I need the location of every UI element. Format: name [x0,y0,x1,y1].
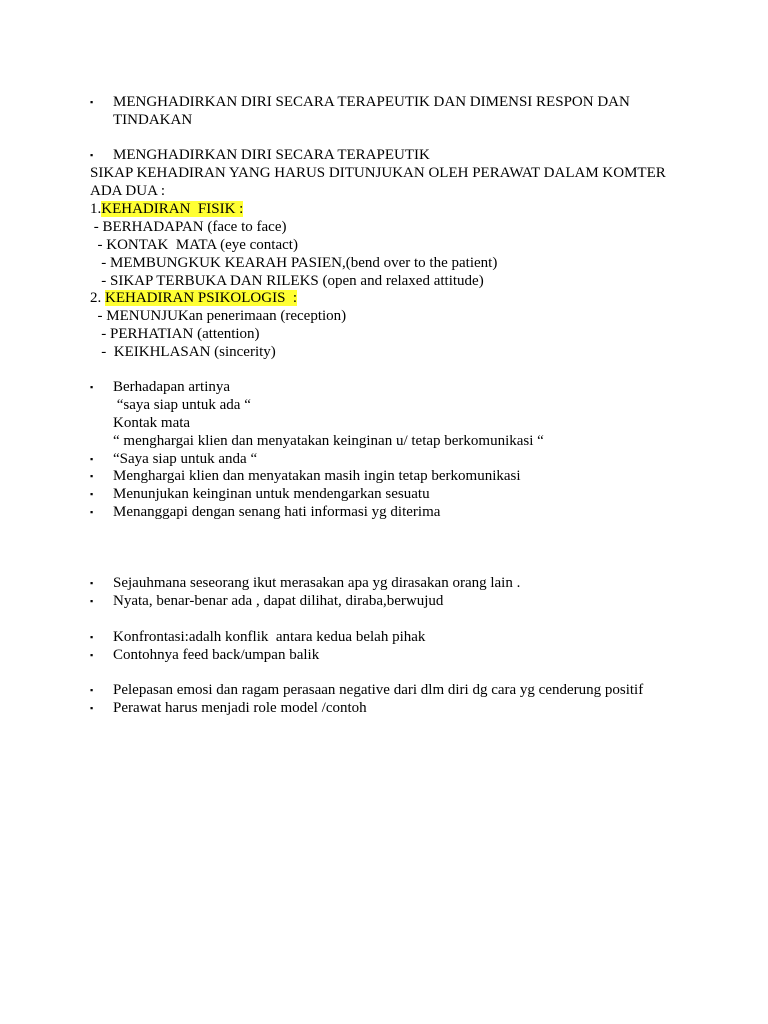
bullet-icon [90,503,98,521]
bullet-icon [90,628,98,646]
bullet-icon [90,574,98,592]
bullet-icon [90,378,98,396]
highlighted-heading: KEHADIRAN PSIKOLOGIS : [105,290,298,306]
bullet-text: MENGHADIRKAN DIRI SECARA TERAPEUTIK [113,147,430,163]
bullet-text: Menunjukan keinginan untuk mendengarkan sesuatu [113,486,430,502]
bullet-icon [90,485,98,503]
highlighted-heading: KEHADIRAN FISIK : [101,201,244,217]
intro-text: SIKAP KEHADIRAN YANG HARUS DITUNJUKAN OLEH PERAWAT DALAM KOMTER [90,165,666,181]
list-item: - SIKAP TERBUKA DAN RILEKS (open and relaxed attitude) [90,273,484,289]
bullet-icon [90,93,98,111]
bullet-icon [90,146,98,164]
bullet-text-continued: TINDAKAN [113,112,193,128]
bullet-text: Sejauhmana seseorang ikut merasakan apa yg dirasakan orang lain . [113,575,521,591]
bullet-icon [90,592,98,610]
heading-psikologis [90,289,297,307]
bullet-subtext: Kontak mata [113,415,191,431]
heading-fisik [90,200,243,218]
bullet-text: Menanggapi dengan senang hati informasi yg diterima [113,504,441,520]
bullet-subtext: “saya siap untuk ada “ [113,397,251,413]
list-item: - PERHATIAN (attention) [90,326,260,342]
bullet-text: Berhadapan artinya [113,379,231,395]
bullet-subtext: “ menghargai klien dan menyatakan keinginan u/ tetap berkomunikasi “ [113,433,544,449]
list-item: - KONTAK MATA (eye contact) [90,237,298,253]
heading-number: 2. [90,290,105,306]
bullet-icon [90,450,98,468]
heading-number: 1. [90,201,102,217]
list-item: - MEMBUNGKUK KEARAH PASIEN,(bend over to the patient) [90,255,498,271]
bullet-text: Pelepasan emosi dan ragam perasaan negative dari dlm diri dg cara yg cenderung positif [113,682,644,698]
bullet-icon [90,681,98,699]
intro-text-continued: ADA DUA : [90,183,166,199]
bullet-text: Nyata, benar-benar ada , dapat dilihat, diraba,berwujud [113,593,444,609]
bullet-icon [90,467,98,485]
bullet-icon [90,646,98,664]
bullet-text: Konfrontasi:adalh konflik antara kedua belah pihak [113,629,426,645]
list-item: - BERHADAPAN (face to face) [90,219,287,235]
bullet-text: “Saya siap untuk anda “ [113,451,258,467]
bullet-icon [90,699,98,717]
list-item: - KEIKHLASAN (sincerity) [90,344,276,360]
bullet-text: Menghargai klien dan menyatakan masih ingin tetap berkomunikasi [113,468,521,484]
bullet-text: MENGHADIRKAN DIRI SECARA TERAPEUTIK DAN DIMENSI RESPON DAN [113,94,630,110]
list-item: - MENUNJUKan penerimaan (reception) [90,308,347,324]
bullet-text: Perawat harus menjadi role model /contoh [113,700,367,716]
bullet-text: Contohnya feed back/umpan balik [113,647,320,663]
